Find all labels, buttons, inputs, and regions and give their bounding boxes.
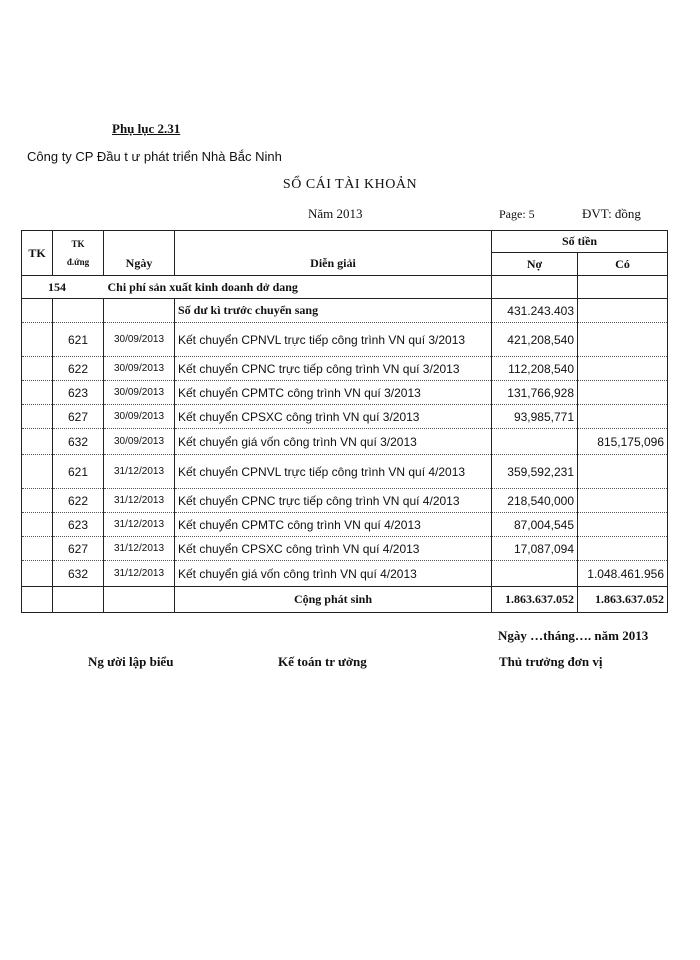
account-code: 154: [22, 276, 104, 299]
row-debit: [492, 429, 578, 455]
fiscal-year: Năm 2013: [308, 206, 363, 221]
row-credit: [578, 381, 668, 405]
row-desc: Kết chuyển CPNVL trực tiếp công trình VN quí 4/2013: [175, 455, 492, 489]
row-debit: 218,540,000: [492, 489, 578, 513]
header-no: Nợ: [492, 253, 578, 276]
row-date: 31/12/2013: [104, 561, 175, 587]
header-dien-giai: Diễn giải: [175, 231, 492, 276]
row-date: 30/09/2013: [104, 357, 175, 381]
row-debit: 131,766,928: [492, 381, 578, 405]
row-tk: 621: [53, 323, 104, 357]
row-desc: Kết chuyển CPSXC công trình VN quí 4/2013: [175, 537, 492, 561]
row-credit: [578, 323, 668, 357]
row-debit: 421,208,540: [492, 323, 578, 357]
row-date: 30/09/2013: [104, 381, 175, 405]
header-tk-du: [53, 231, 104, 276]
header-co: Có: [578, 253, 668, 276]
currency-unit: ĐVT: đồng: [582, 206, 641, 221]
row-tk: 621: [53, 455, 104, 489]
row-date: 30/09/2013: [104, 429, 175, 455]
head-signature-label: Thủ trưởng đơn vị: [499, 654, 603, 669]
total-debit: 1.863.637.052: [492, 587, 578, 613]
row-tk: 632: [53, 429, 104, 455]
account-row: [22, 276, 668, 299]
row-credit: 1.048.461.956: [578, 561, 668, 587]
opening-balance-row: [22, 299, 668, 323]
row-tk: 623: [53, 513, 104, 537]
row-tk: 622: [53, 357, 104, 381]
table-row: [22, 455, 668, 489]
row-date: 30/09/2013: [104, 323, 175, 357]
row-desc: Kết chuyển CPMTC công trình VN quí 4/2013: [175, 513, 492, 537]
table-row: [22, 381, 668, 405]
row-debit: 17,087,094: [492, 537, 578, 561]
row-date: 31/12/2013: [104, 455, 175, 489]
row-credit: [578, 489, 668, 513]
row-date: 31/12/2013: [104, 537, 175, 561]
total-credit: 1.863.637.052: [578, 587, 668, 613]
row-debit: 359,592,231: [492, 455, 578, 489]
row-credit: [578, 513, 668, 537]
opening-label: Số dư kì trước chuyển sang: [175, 299, 492, 323]
account-name-text: Chi phí sản xuất kinh doanh dở dang: [107, 279, 298, 294]
preparer-signature-label: Ng ười lập biểu: [88, 654, 174, 669]
table-row: [22, 513, 668, 537]
table-row: [22, 489, 668, 513]
page-title: SỔ CÁI TÀI KHOẢN: [282, 177, 418, 192]
row-desc: Kết chuyển giá vốn công trình VN quí 3/2013: [175, 429, 492, 455]
row-desc: Kết chuyển CPMTC công trình VN quí 3/2013: [175, 381, 492, 405]
row-tk: 627: [53, 537, 104, 561]
header-tk-du-top: TK: [71, 239, 85, 249]
row-date: 31/12/2013: [104, 489, 175, 513]
total-label: Cộng phát sinh: [175, 587, 492, 613]
row-debit: [492, 561, 578, 587]
accountant-signature-label: Kế toán tr ưởng: [278, 654, 367, 669]
header-so-tien: Số tiền: [492, 231, 668, 253]
row-credit: 815,175,096: [578, 429, 668, 455]
row-desc: Kết chuyển CPNC trực tiếp công trình VN quí 4/2013: [175, 489, 492, 513]
header-ngay: Ngày: [104, 231, 175, 276]
page-number: Page: 5: [499, 207, 535, 221]
signature-date: Ngày …tháng…. năm 2013: [498, 628, 649, 643]
row-desc: Kết chuyển giá vốn công trình VN quí 4/2013: [175, 561, 492, 587]
header-tk-du-bottom: đ.ứng: [66, 257, 90, 267]
row-date: 31/12/2013: [104, 513, 175, 537]
row-credit: [578, 537, 668, 561]
row-tk: 622: [53, 489, 104, 513]
table-row: [22, 405, 668, 429]
row-date: 30/09/2013: [104, 405, 175, 429]
row-credit: [578, 405, 668, 429]
company-name: Công ty CP Đầu t ư phát triển Nhà Bắc Ninh: [27, 149, 282, 164]
row-tk: 627: [53, 405, 104, 429]
row-debit: 87,004,545: [492, 513, 578, 537]
table-row: [22, 429, 668, 455]
opening-debit: 431.243.403: [492, 299, 578, 323]
row-debit: 112,208,540: [492, 357, 578, 381]
row-debit: 93,985,771: [492, 405, 578, 429]
header-tk: TK: [22, 231, 53, 276]
row-desc: Kết chuyển CPNVL trực tiếp công trình VN quí 3/2013: [175, 323, 492, 357]
table-row: [22, 561, 668, 587]
row-tk: 632: [53, 561, 104, 587]
table-row: [22, 357, 668, 381]
row-credit: [578, 357, 668, 381]
appendix-label: Phụ lục 2.31: [112, 121, 181, 136]
row-desc: Kết chuyển CPSXC công trình VN quí 3/2013: [175, 405, 492, 429]
row-desc: Kết chuyển CPNC trực tiếp công trình VN quí 3/2013: [175, 357, 492, 381]
table-row: [22, 537, 668, 561]
row-credit: [578, 455, 668, 489]
account-name: [104, 276, 492, 299]
ledger-table: [21, 230, 668, 613]
total-row: [22, 587, 668, 613]
table-row: [22, 323, 668, 357]
row-tk: 623: [53, 381, 104, 405]
